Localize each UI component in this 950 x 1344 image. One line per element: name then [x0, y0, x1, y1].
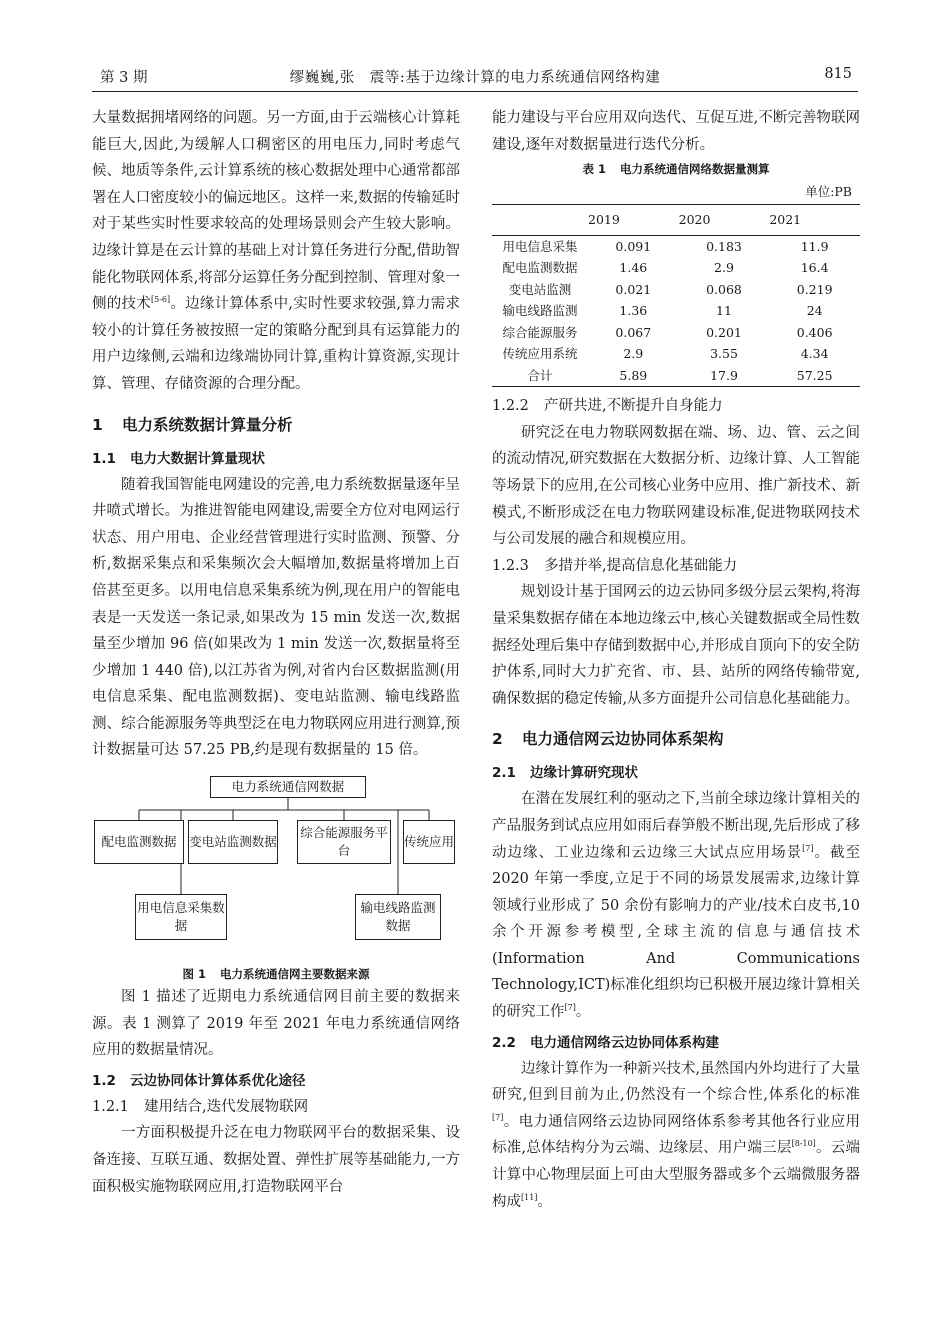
row-label: 用电信息采集 — [502, 238, 578, 254]
table-cell: 0.406 — [796, 324, 833, 340]
table-unit: 单位:PB — [805, 184, 852, 200]
section-number: 1.2.3 — [492, 557, 529, 574]
section-title: 电力通信网云边协同体系架构 — [522, 730, 724, 749]
table-cell: 0.021 — [615, 281, 652, 297]
text-run: 。 — [537, 1193, 552, 1210]
text-run: 在潜在发展红利的驱动之下,当前全球边缘计算相关的产品服务到试点应用如雨后春笋般不断出现,先后形成了移动边缘、工业边缘和云边缘三大试点应用场景 — [492, 791, 860, 861]
running-title: 缪巍巍,张 震等:基于边缘计算的电力系统通信网络构建 — [289, 70, 661, 86]
figure-caption-text: 电力系统通信网主要数据来源 — [220, 967, 370, 982]
figure-1 — [92, 776, 460, 942]
section-title: 多措并举,提高信息化基础能力 — [544, 557, 738, 574]
row-label: 综合能源服务 — [502, 324, 578, 340]
section-number: 2.1 — [492, 765, 516, 782]
section-number: 1.1 — [92, 450, 116, 467]
section-title: 电力通信网络云边协同体系构建 — [530, 1034, 719, 1051]
section-number: 2.2 — [492, 1034, 516, 1051]
section-heading-2-2 — [492, 1030, 860, 1056]
section-heading-2 — [492, 726, 860, 752]
table-cell: 1.36 — [619, 303, 648, 319]
section-heading-1-2-1 — [92, 1094, 460, 1121]
citation: [7] — [802, 843, 814, 853]
section-number: 2 — [492, 730, 503, 749]
header-divider — [92, 91, 858, 92]
figure-root-node: 电力系统通信网数据 — [210, 776, 366, 798]
page-number: 815 — [824, 66, 852, 82]
section-title: 云边协同体计算体系优化途径 — [130, 1072, 306, 1089]
row-label: 输电线路监测 — [502, 303, 578, 319]
text-run: 。电力通信网络云边协同网络体系参考其他各行业应用标准,总体结构分为云端、边缘层、用户端三层 — [492, 1113, 860, 1157]
section-heading-1 — [92, 412, 460, 438]
row-label: 合计 — [527, 367, 553, 383]
figure-label: 图 1 — [182, 967, 206, 982]
table-row — [492, 235, 860, 257]
table-cell: 3.55 — [710, 346, 738, 362]
table-cell: 0.201 — [706, 324, 742, 340]
table-cell: 24 — [806, 303, 823, 319]
table-cell: 0.091 — [615, 238, 652, 254]
left-column — [92, 105, 460, 1200]
figure-node-traditional-apps: 传统应用 — [403, 820, 455, 864]
data-volume-table — [492, 204, 860, 387]
body-paragraph — [492, 1056, 860, 1216]
section-title: 建用结合,迭代发展物联网 — [144, 1098, 309, 1115]
body-paragraph — [492, 786, 860, 1025]
table-cell: 4.34 — [800, 346, 829, 362]
table-header-cell: 2021 — [769, 212, 802, 228]
row-label: 配电监测数据 — [502, 260, 578, 276]
text-run: 。 — [575, 1004, 591, 1021]
intro-text-2: 。边缘计算体系中,实时性要求较强,算力需求较小的计算任务被按照一定的策略分配到具有运算能力的用户边缘侧,云端和边缘端协同计算,重构计算资源,实现计算、管理、存储资源的合理分配。 — [92, 296, 461, 392]
section-heading-1-2 — [92, 1068, 460, 1094]
table-cell: 11 — [716, 303, 732, 319]
section-number: 1.2.1 — [92, 1098, 129, 1115]
section-title: 边缘计算研究现状 — [530, 765, 638, 782]
figure-node-consumption-collection: 用电信息采集数据 — [135, 894, 227, 940]
table-label: 表 1 — [582, 162, 606, 177]
figure-node-energy-service: 综合能源服务平台 — [297, 820, 391, 864]
citation: [5-6] — [151, 295, 171, 305]
section-heading-1-2-2 — [492, 393, 860, 420]
body-paragraph: 一方面积极提升泛在电力物联网平台的数据采集、设备连接、互联互通、数据处置、弹性扩展等基础能力,一方面积极实施物联网应用,打造物联网平台 — [92, 1125, 460, 1195]
intro-text-1: 大量数据拥堵网络的问题。另一方面,由于云端核心计算耗能巨大,因此,为缓解人口稠密区的用电压力,同时考虑气候、地质等条件,云计算系统的核心数据处理中心通常都部署在人口密度较小的偏远地区。这样一来,数据的传输延时对于某些实时性要求较高的处理场景则会产生较大影响。边缘计算是在云计算的基础上对计算任务进行分配,借助智能化物联网体系,将部分运算任务分配到控制、管理对象一侧的技术 — [92, 110, 460, 313]
section-number: 1 — [92, 415, 103, 434]
row-label: 变电站监测 — [508, 281, 572, 297]
intro-paragraph — [92, 105, 460, 398]
table-caption — [492, 158, 860, 180]
table-cell: 0.219 — [796, 281, 833, 297]
table-row — [492, 300, 860, 322]
citation: [8-10] — [791, 1139, 816, 1149]
section-title: 电力大数据计算量现状 — [130, 450, 265, 467]
body-paragraph: 能力建设与平台应用双向迭代、互促互进,不断完善物联网建设,逐年对数据量进行迭代分析。 — [492, 110, 860, 153]
table-cell: 17.9 — [710, 367, 738, 383]
issue-label: 第 3 期 — [100, 70, 148, 86]
table-cell: 2.9 — [623, 346, 644, 362]
table-row — [492, 322, 860, 344]
table-total-row — [492, 365, 860, 387]
figure-node-distribution-monitoring: 配电监测数据 — [94, 820, 184, 864]
citation: [7] — [492, 1113, 504, 1123]
body-paragraph: 研究泛在电力物联网数据在端、场、边、管、云之间的流动情况,研究数据在大数据分析、边缘计算、人工智能等场景下的应用,在公司核心业务中应用、推广新技术、新模式,不断形成泛在电力物联网建设标准,促进物联网技术与公司发展的融合和规模应用。 — [492, 424, 860, 548]
figure-caption — [92, 964, 460, 984]
section-title: 电力系统数据计算量分析 — [122, 415, 293, 434]
body-paragraph: 随着我国智能电网建设的完善,电力系统数据量逐年呈井喷式增长。为推进智能电网建设,需要全方位对电网运行状态、用户用电、企业经营管理进行实时监测、预警、分析,数据采集点和采集频次会大幅增加,数据量将增加上百倍甚至更多。以用电信息采集系统为例,现在用户的智能电表是一天发送一条记录,如果改为 15 min 发送一次,数据量至少增加 96 倍(如果改为 1 min 发送一次,数据量将至少增加 1 440 倍),以江苏省为例,对省内台区数据监测(用电信息采集、配电监测数据)、变电站监测、输电线路监测、综合能源服务等典型泛在电力物联网应用进行测算,预计数据量可达 57.25 PB,约是现有数据量的 15 倍。 — [92, 476, 460, 759]
table-cell: 0.068 — [706, 281, 742, 297]
table-cell: 0.183 — [706, 238, 742, 254]
table-cell: 0.067 — [615, 324, 652, 340]
section-heading-1-1 — [92, 446, 460, 472]
text-run: 。截至 2020 年第一季度,立足于不同的场景发展需求,边缘计算领域行业形成了 50 余份有影响力的产业/技术白皮书,10 余个开源参考模型,全球主流的信息与通信技术(Information And Communications Technology,ICT)标准化组织均已积极开展边缘计算相关的研究工作 — [492, 844, 861, 1021]
section-heading-1-2-3 — [492, 553, 860, 580]
table-row — [492, 257, 860, 279]
table-cell: 5.89 — [619, 367, 648, 383]
section-number: 1.2 — [92, 1072, 116, 1089]
table-row — [492, 279, 860, 301]
section-number: 1.2.2 — [492, 398, 529, 415]
citation: [11] — [521, 1192, 538, 1202]
section-title: 产研共进,不断提升自身能力 — [544, 398, 723, 415]
table-header-row — [492, 205, 860, 236]
text-run: 。云端计算中心物理层面上可由大型服务器或多个云端微服务器构成 — [492, 1140, 861, 1210]
body-paragraph: 规划设计基于国网云的边云协同多级分层云架构,将海量采集数据存储在本地边缘云中,核心关键数据或全局性数据经处理后集中存储到数据中心,并形成自顶向下的安全防护体系,同时大力扩充省、市、县、站所的网络传输带宽,确保数据的稳定传输,从多方面提升公司信息化基础能力。 — [492, 584, 860, 707]
running-header — [92, 66, 858, 88]
right-column — [492, 105, 860, 1215]
table-row — [492, 343, 860, 365]
figure-node-substation-monitoring: 变电站监测数据 — [188, 820, 278, 864]
body-paragraph: 图 1 描述了近期电力系统通信网目前主要的数据来源。表 1 测算了 2019 年至 2021 年电力系统通信网络应用的数据量情况。 — [92, 989, 460, 1059]
table-cell: 11.9 — [800, 238, 829, 254]
table-header-cell: 2020 — [678, 212, 711, 228]
figure-node-transmission-monitoring: 输电线路监测数据 — [355, 894, 441, 940]
row-label: 传统应用系统 — [502, 346, 578, 362]
section-heading-2-1 — [492, 760, 860, 786]
table-cell: 57.25 — [796, 367, 833, 383]
table-caption-text: 电力系统通信网络数据量测算 — [620, 162, 770, 177]
citation: [7] — [564, 1003, 576, 1013]
table-cell: 1.46 — [619, 260, 648, 276]
table-header-cell: 2019 — [588, 212, 620, 228]
table-cell: 16.4 — [800, 260, 829, 276]
table-header-cell — [492, 205, 588, 236]
table-cell: 2.9 — [714, 260, 734, 276]
text-run: 边缘计算作为一种新兴技术,虽然国内外均进行了大量研究,但到目前为止,仍然没有一个综合性,体系化的标准 — [492, 1060, 860, 1104]
